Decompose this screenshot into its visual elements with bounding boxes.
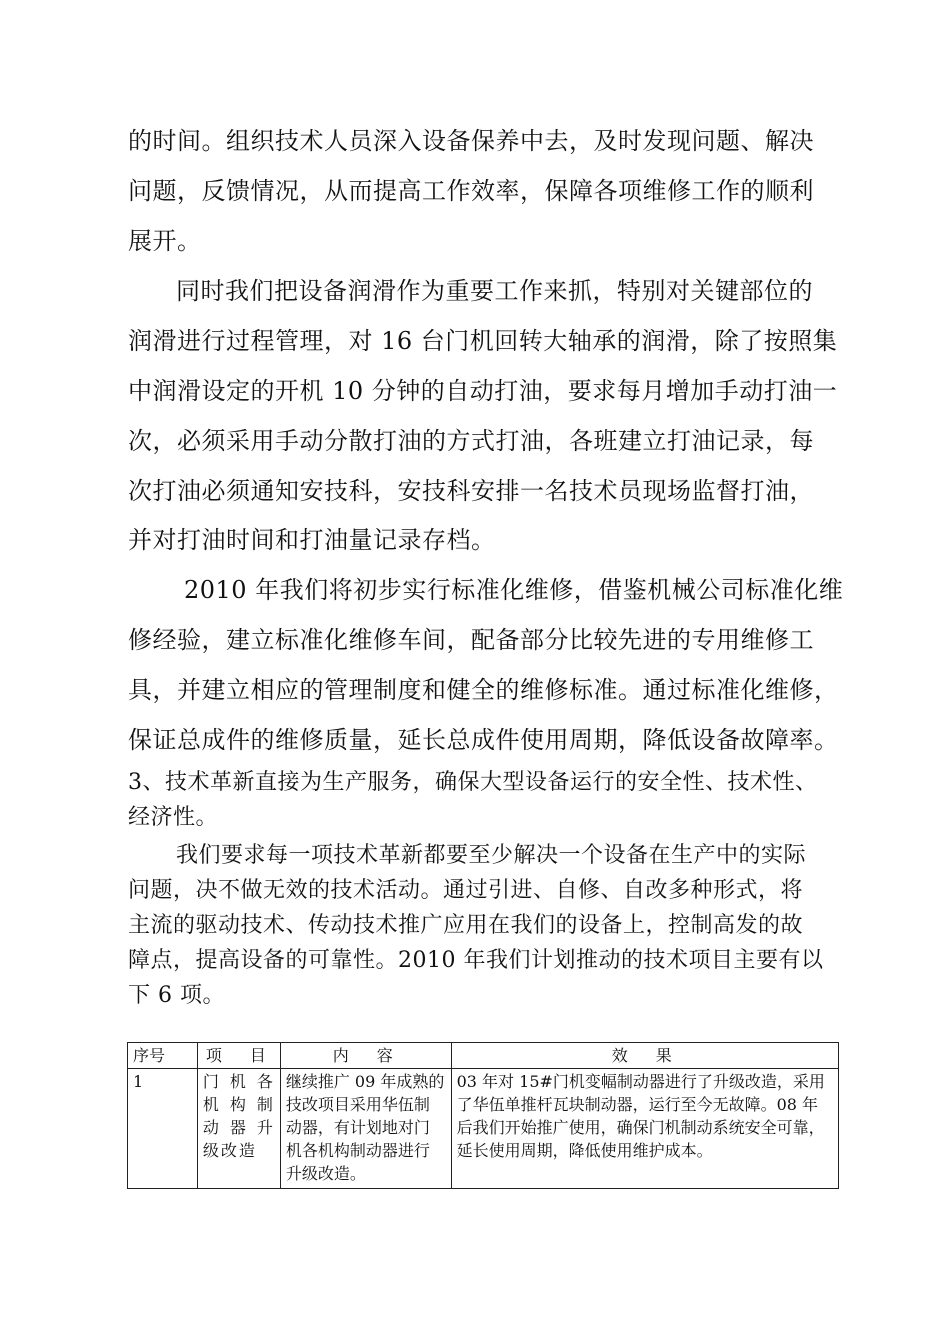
header-project: 项 目: [197, 1043, 280, 1069]
header-effect: 效 果: [451, 1043, 838, 1069]
table-header-row: [128, 1043, 839, 1069]
cell-effect: 03 年对 15#门机变幅制动器进行了升级改造，采用了华伍单推杆瓦块制动器，运行至今无故障。08 年后我们开始推广使用，确保门机制动系统安全可靠，延长使用周期，降低使用维护成本。: [451, 1069, 838, 1189]
section-heading-line: 3、技术革新直接为生产服务，确保大型设备运行的安全性、技术性、: [128, 770, 818, 795]
header-content: 内 容: [280, 1043, 451, 1069]
paragraph-line: 修经验，建立标准化维修车间，配备部分比较先进的专用维修工: [128, 626, 814, 654]
cell-project: 门机各机构制动器升级改造: [197, 1069, 280, 1189]
paragraph-line: 保证总成件的维修质量，延长总成件使用周期，降低设备故障率。: [128, 726, 839, 754]
paragraph-line: 具，并建立相应的管理制度和健全的维修标准。通过标准化维修，: [128, 676, 839, 704]
cell-no: 1: [128, 1069, 198, 1189]
paragraph-line: 2010 年我们将初步实行标准化维修，借鉴机械公司标准化维: [184, 576, 844, 604]
paragraph-line: 问题，决不做无效的技术活动。通过引进、自修、自改多种形式，将: [128, 878, 804, 903]
paragraph-line: 主流的驱动技术、传动技术推广应用在我们的设备上，控制高发的故: [128, 913, 804, 938]
paragraph-line: 并对打油时间和打油量记录存档。: [128, 526, 496, 554]
paragraph-line: 次，必须采用手动分散打油的方式打油，各班建立打油记录，每: [128, 427, 814, 455]
header-no: 序号: [128, 1043, 198, 1069]
paragraph-line: 我们要求每一项技术革新都要至少解决一个设备在生产中的实际: [176, 843, 807, 868]
paragraph-line: 次打油必须通知安技科，安技科安排一名技术员现场监督打油，: [128, 477, 814, 505]
paragraph-line: 的时间。组织技术人员深入设备保养中去，及时发现问题、解决: [128, 127, 814, 155]
paragraph-line: 障点，提高设备的可靠性。2010 年我们计划推动的技术项目主要有以: [128, 948, 824, 973]
table-row: [128, 1069, 839, 1189]
tech-project-table: [127, 1042, 839, 1189]
paragraph-line: 展开。: [128, 227, 202, 255]
paragraph-line: 下 6 项。: [128, 983, 225, 1008]
paragraph-line: 润滑进行过程管理，对 16 台门机回转大轴承的润滑，除了按照集: [128, 327, 838, 355]
paragraph-line: 同时我们把设备润滑作为重要工作来抓，特别对关键部位的: [176, 277, 813, 305]
section-heading-line: 经济性。: [128, 805, 219, 830]
cell-content: 继续推广 09 年成熟的技改项目采用华伍制动器，有计划地对门机各机构制动器进行升级改造。: [280, 1069, 451, 1189]
paragraph-line: 中润滑设定的开机 10 分钟的自动打油，要求每月增加手动打油一: [128, 377, 838, 405]
paragraph-line: 问题，反馈情况，从而提高工作效率，保障各项维修工作的顺利: [128, 177, 814, 205]
